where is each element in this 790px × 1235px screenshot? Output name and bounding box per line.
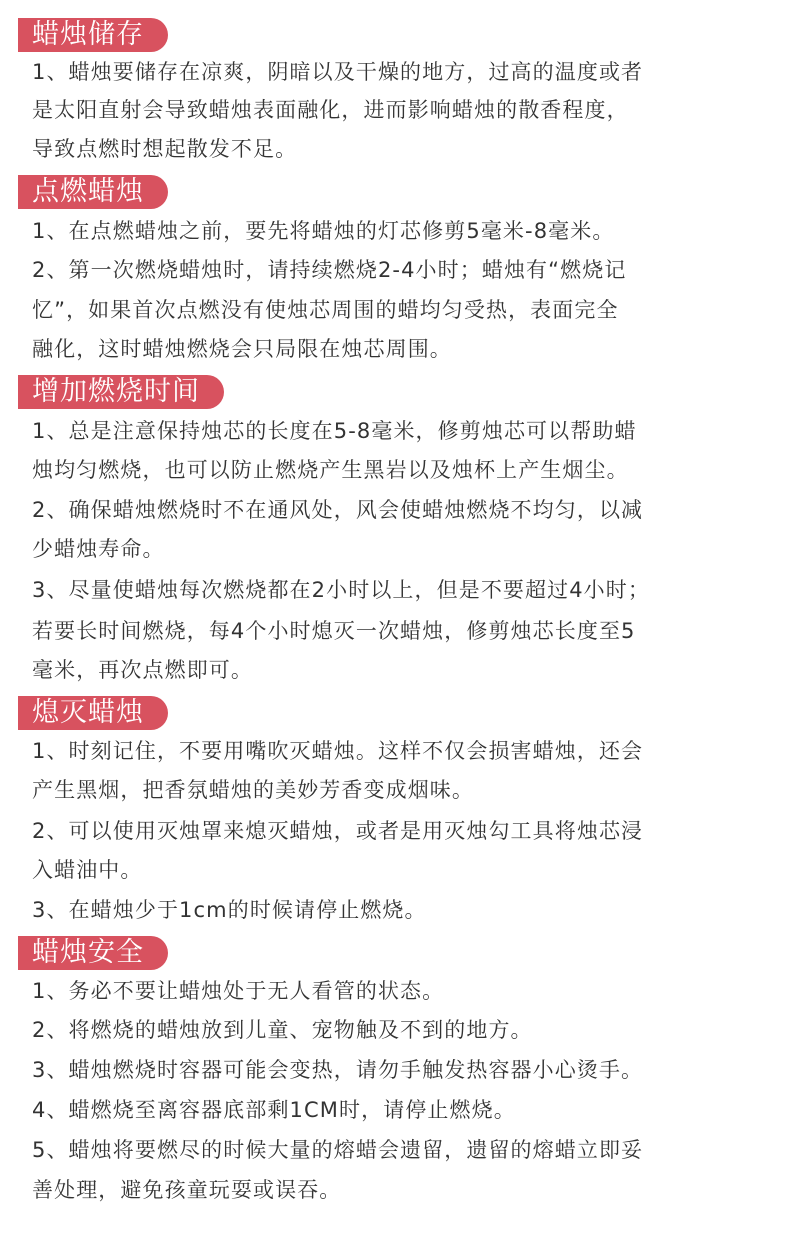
safety-line-3: 3、蜡烛燃烧时容器可能会变热，请勿手触发热容器小心烫手。 xyxy=(32,1058,644,1082)
section-title-storage: 蜡烛储存 xyxy=(18,18,168,52)
burn-time-line-2: 烛均匀燃烧，也可以防止燃烧产生黑岩以及烛杯上产生烟尘。 xyxy=(32,458,629,482)
lighting-line-4: 融化，这时蜡烛燃烧会只局限在烛芯周围。 xyxy=(32,337,452,361)
safety-line-4: 4、蜡燃烧至离容器底部剩1CM时，请停止燃烧。 xyxy=(32,1098,516,1122)
storage-line-2: 是太阳直射会导致蜡烛表面融化，进而影响蜡烛的散香程度， xyxy=(32,98,629,122)
burn-time-line-5: 3、尽量使蜡烛每次燃烧都在2小时以上，但是不要超过4小时； xyxy=(32,578,650,602)
safety-line-2: 2、将燃烧的蜡烛放到儿童、宠物触及不到的地方。 xyxy=(32,1018,533,1042)
safety-line-6: 善处理，避免孩童玩耍或误吞。 xyxy=(32,1178,342,1202)
burn-time-line-6: 若要长时间燃烧，每4个小时熄灭一次蜡烛，修剪烛芯长度至5 xyxy=(32,619,636,643)
burn-time-line-1: 1、总是注意保持烛芯的长度在5-8毫米，修剪烛芯可以帮助蜡 xyxy=(32,419,637,443)
lighting-line-1: 1、在点燃蜡烛之前，要先将蜡烛的灯芯修剪5毫米-8毫米。 xyxy=(32,219,615,243)
extinguish-line-5: 3、在蜡烛少于1cm的时候请停止燃烧。 xyxy=(32,898,427,922)
section-title-lighting: 点燃蜡烛 xyxy=(18,175,168,209)
burn-time-line-7: 毫米，再次点燃即可。 xyxy=(32,658,253,682)
section-title-extinguish: 熄灭蜡烛 xyxy=(18,696,168,730)
storage-line-3: 导致点燃时想起散发不足。 xyxy=(32,137,298,161)
lighting-line-2: 2、第一次燃烧蜡烛时，请持续燃烧2-4小时；蜡烛有“燃烧记 xyxy=(32,258,627,282)
safety-line-5: 5、蜡烛将要燃尽的时候大量的熔蜡会遗留，遗留的熔蜡立即妥 xyxy=(32,1138,644,1162)
burn-time-line-4: 少蜡烛寿命。 xyxy=(32,537,165,561)
safety-line-1: 1、务必不要让蜡烛处于无人看管的状态。 xyxy=(32,979,445,1003)
lighting-line-3: 忆”，如果首次点燃没有使烛芯周围的蜡均匀受热，表面完全 xyxy=(32,298,619,322)
extinguish-line-2: 产生黑烟，把香氛蜡烛的美妙芳香变成烟味。 xyxy=(32,778,474,802)
storage-line-1: 1、蜡烛要储存在凉爽，阴暗以及干燥的地方，过高的温度或者 xyxy=(32,60,644,84)
extinguish-line-3: 2、可以使用灭烛罩来熄灭蜡烛，或者是用灭烛勾工具将烛芯浸 xyxy=(32,819,644,843)
section-title-safety: 蜡烛安全 xyxy=(18,936,168,970)
extinguish-line-1: 1、时刻记住，不要用嘴吹灭蜡烛。这样不仅会损害蜡烛，还会 xyxy=(32,739,644,763)
section-title-burn-time: 增加燃烧时间 xyxy=(18,375,224,409)
burn-time-line-3: 2、确保蜡烛燃烧时不在通风处，风会使蜡烛燃烧不均匀，以减 xyxy=(32,498,644,522)
extinguish-line-4: 入蜡油中。 xyxy=(32,858,143,882)
